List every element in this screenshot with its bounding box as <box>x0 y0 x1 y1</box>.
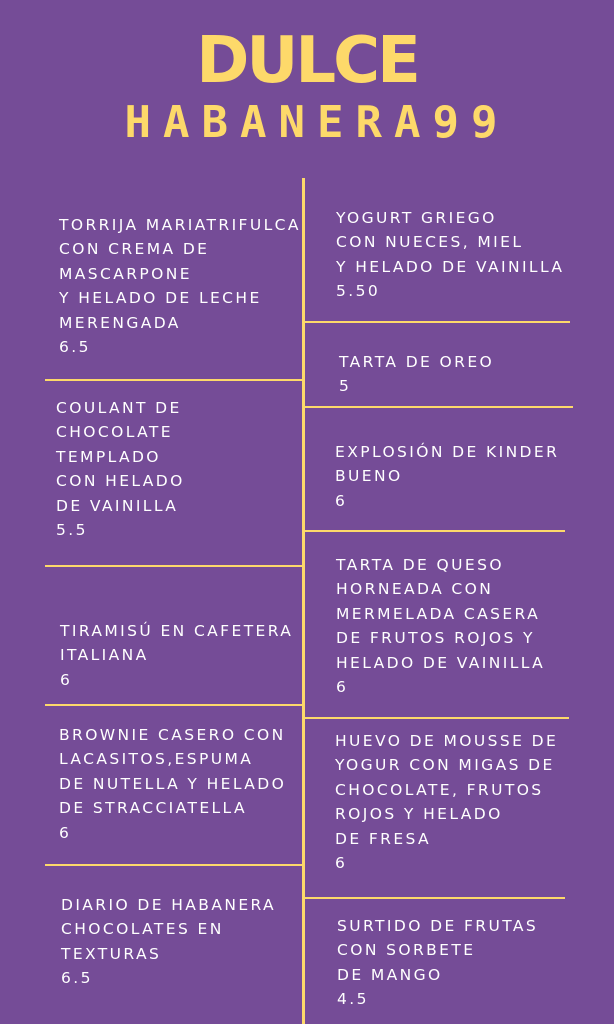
divider-left-1 <box>45 379 303 381</box>
menu-item-price: 6.5 <box>59 338 91 357</box>
divider-left-4 <box>45 864 303 866</box>
menu-item-price: 6 <box>60 670 73 689</box>
menu-item-tarta-queso <box>336 553 545 699</box>
menu-item-price: 5.5 <box>56 521 88 540</box>
menu-item-name: EXPLOSIÓN DE KINDER BUENO <box>335 443 560 486</box>
divider-right-1 <box>303 321 570 323</box>
menu-item-torrija <box>59 213 301 359</box>
menu-item-name: TORRIJA MARIATRIFULCA CON CREMA DE MASCARPONE Y HELADO DE LECHE MERENGADA <box>59 216 301 332</box>
menu-item-brownie <box>59 723 286 845</box>
menu-item-tarta-oreo <box>339 350 494 399</box>
menu-item-name: DIARIO DE HABANERA CHOCOLATES EN TEXTURAS <box>61 896 277 963</box>
divider-left-2 <box>45 565 303 567</box>
menu-item-name: BROWNIE CASERO CON LACASITOS,ESPUMA DE NUTELLA Y HELADO DE STRACCIATELLA <box>59 726 287 818</box>
menu-item-frutas <box>337 914 538 1012</box>
menu-item-kinder <box>335 440 559 513</box>
menu-item-name: YOGURT GRIEGO CON NUECES, MIEL Y HELADO DE VAINILLA <box>336 209 565 276</box>
divider-right-4 <box>303 717 569 719</box>
menu-item-price: 5.50 <box>336 282 381 301</box>
divider-left-3 <box>45 704 303 706</box>
menu-item-huevo-mousse <box>335 729 558 875</box>
menu-item-price: 6 <box>335 491 348 510</box>
menu-item-tiramisu <box>60 619 293 692</box>
menu-item-name: COULANT DE CHOCOLATE TEMPLADO CON HELADO DE VAINILLA <box>56 399 185 515</box>
divider-right-2 <box>303 406 573 408</box>
menu-item-price: 6 <box>335 854 348 873</box>
menu-item-yogurt <box>336 206 564 304</box>
menu-item-price: 6 <box>59 823 72 842</box>
divider-right-5 <box>303 897 565 899</box>
menu-item-diario <box>61 893 276 991</box>
divider-right-3 <box>303 530 565 532</box>
menu-item-name: TIRAMISÚ EN CAFETERA ITALIANA <box>60 622 294 665</box>
brand-title-top: DULCE <box>196 24 418 98</box>
menu-item-price: 6 <box>336 678 349 697</box>
menu-item-price: 4.5 <box>337 990 369 1009</box>
menu-item-price: 6.5 <box>61 969 93 988</box>
brand-title-bottom: HABANERA99 <box>124 97 510 148</box>
menu-item-name: TARTA DE QUESO HORNEADA CON MERMELADA CASERA DE FRUTOS ROJOS Y HELADO DE VAINILLA <box>336 556 546 672</box>
menu-item-name: TARTA DE OREO <box>339 353 495 371</box>
menu-item-price: 5 <box>339 377 352 396</box>
menu-item-name: SURTIDO DE FRUTAS CON SORBETE DE MANGO <box>337 917 539 984</box>
menu-item-name: HUEVO DE MOUSSE DE YOGUR CON MIGAS DE CHOCOLATE, FRUTOS ROJOS Y HELADO DE FRESA <box>335 732 559 848</box>
menu-item-coulant <box>56 396 185 542</box>
